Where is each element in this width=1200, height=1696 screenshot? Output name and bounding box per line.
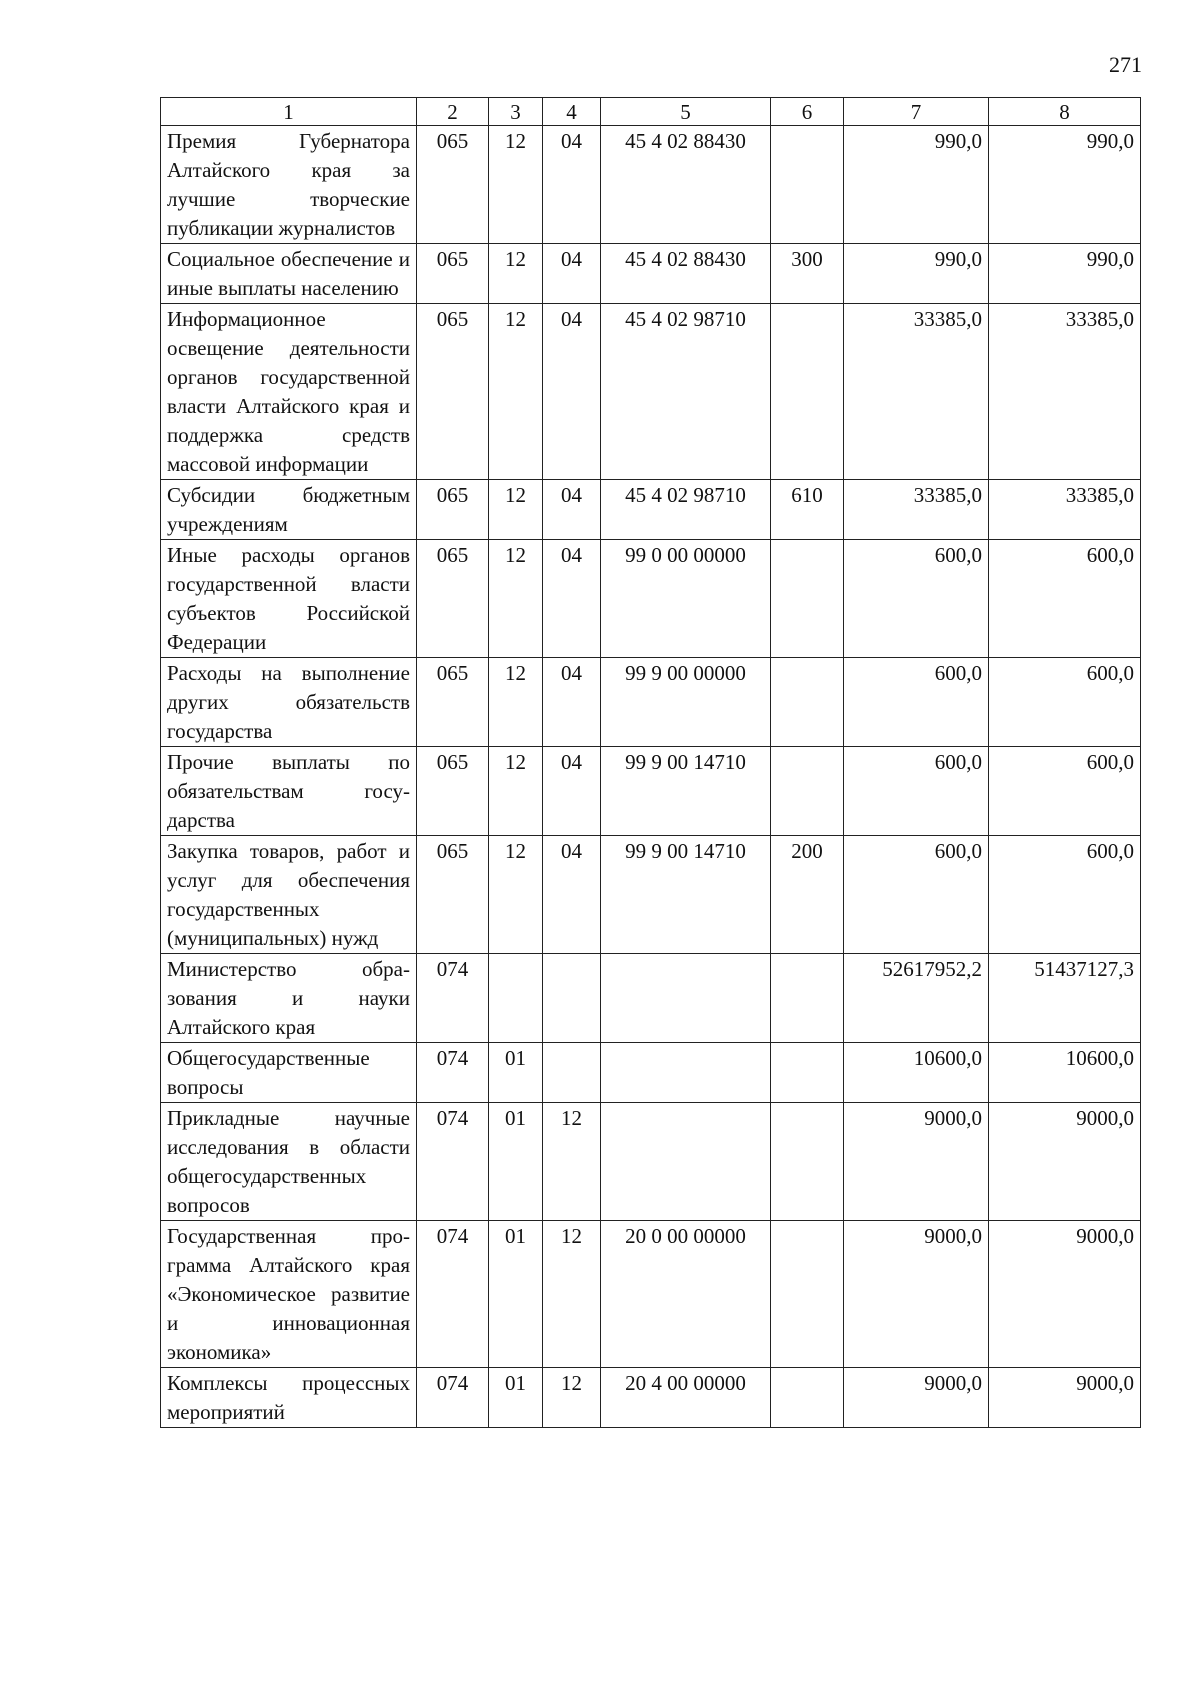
item-name-cell: Социальное обеспечение и иные выплаты населению bbox=[161, 244, 417, 304]
subsection-cell: 12 bbox=[543, 1221, 601, 1368]
amount-year1-cell: 9000,0 bbox=[844, 1368, 989, 1428]
amount-year1-cell: 33385,0 bbox=[844, 480, 989, 540]
item-name-cell: Комплексы процессных мероприятий bbox=[161, 1368, 417, 1428]
section-cell: 01 bbox=[489, 1221, 543, 1368]
section-cell bbox=[489, 954, 543, 1043]
admin-code-cell: 065 bbox=[417, 658, 489, 747]
table-row bbox=[161, 954, 1141, 1043]
table-row bbox=[161, 244, 1141, 304]
section-cell: 12 bbox=[489, 540, 543, 658]
section-cell: 12 bbox=[489, 658, 543, 747]
header-cell: 7 bbox=[844, 98, 989, 126]
section-cell: 01 bbox=[489, 1043, 543, 1103]
amount-year2-cell: 600,0 bbox=[989, 836, 1141, 954]
amount-year2-cell: 33385,0 bbox=[989, 304, 1141, 480]
target-article-cell: 45 4 02 98710 bbox=[601, 480, 771, 540]
amount-year2-cell: 9000,0 bbox=[989, 1368, 1141, 1428]
header-cell: 6 bbox=[771, 98, 844, 126]
expense-type-cell bbox=[771, 304, 844, 480]
item-name-cell: Прикладные научные исследования в области общегосударственных вопросов bbox=[161, 1103, 417, 1221]
budget-table bbox=[160, 97, 1141, 1428]
expense-type-cell: 610 bbox=[771, 480, 844, 540]
admin-code-cell: 065 bbox=[417, 540, 489, 658]
table-row bbox=[161, 747, 1141, 836]
section-cell: 12 bbox=[489, 126, 543, 244]
table-row bbox=[161, 540, 1141, 658]
header-cell: 3 bbox=[489, 98, 543, 126]
amount-year2-cell: 600,0 bbox=[989, 540, 1141, 658]
target-article-cell: 99 9 00 00000 bbox=[601, 658, 771, 747]
section-cell: 12 bbox=[489, 747, 543, 836]
header-cell: 5 bbox=[601, 98, 771, 126]
expense-type-cell bbox=[771, 540, 844, 658]
amount-year1-cell: 33385,0 bbox=[844, 304, 989, 480]
expense-type-cell bbox=[771, 1221, 844, 1368]
amount-year2-cell: 9000,0 bbox=[989, 1221, 1141, 1368]
target-article-cell: 99 9 00 14710 bbox=[601, 836, 771, 954]
item-name-cell: Субсидии бюджетным учреждениям bbox=[161, 480, 417, 540]
header-cell: 2 bbox=[417, 98, 489, 126]
section-cell: 01 bbox=[489, 1103, 543, 1221]
target-article-cell: 20 0 00 00000 bbox=[601, 1221, 771, 1368]
amount-year1-cell: 600,0 bbox=[844, 658, 989, 747]
expense-type-cell: 200 bbox=[771, 836, 844, 954]
subsection-cell: 04 bbox=[543, 244, 601, 304]
amount-year1-cell: 10600,0 bbox=[844, 1043, 989, 1103]
subsection-cell: 04 bbox=[543, 540, 601, 658]
table-body bbox=[161, 126, 1141, 1428]
expense-type-cell bbox=[771, 658, 844, 747]
table-row bbox=[161, 1221, 1141, 1368]
section-cell: 01 bbox=[489, 1368, 543, 1428]
target-article-cell bbox=[601, 1043, 771, 1103]
admin-code-cell: 065 bbox=[417, 126, 489, 244]
admin-code-cell: 074 bbox=[417, 954, 489, 1043]
item-name-cell: Информационное освещение деятельности органов государственной власти Алтайского края и поддержка средств массовой информации bbox=[161, 304, 417, 480]
admin-code-cell: 074 bbox=[417, 1368, 489, 1428]
item-name-cell: Министерство образования и науки Алтайского края bbox=[161, 954, 417, 1043]
expense-type-cell bbox=[771, 126, 844, 244]
target-article-cell: 99 9 00 14710 bbox=[601, 747, 771, 836]
amount-year1-cell: 600,0 bbox=[844, 747, 989, 836]
item-name-cell: Иные расходы органов государственной власти субъектов Российской Федерации bbox=[161, 540, 417, 658]
target-article-cell: 45 4 02 88430 bbox=[601, 126, 771, 244]
target-article-cell: 20 4 00 00000 bbox=[601, 1368, 771, 1428]
subsection-cell: 12 bbox=[543, 1103, 601, 1221]
subsection-cell bbox=[543, 1043, 601, 1103]
admin-code-cell: 065 bbox=[417, 244, 489, 304]
section-cell: 12 bbox=[489, 480, 543, 540]
table-row bbox=[161, 1368, 1141, 1428]
subsection-cell: 04 bbox=[543, 480, 601, 540]
subsection-cell: 04 bbox=[543, 747, 601, 836]
item-name-cell: Премия Губернатора Алтайского края за лучшие творческие публикации журналистов bbox=[161, 126, 417, 244]
item-name-cell: Закупка товаров, работ и услуг для обеспечения государственных (муниципальных) нужд bbox=[161, 836, 417, 954]
expense-type-cell bbox=[771, 1368, 844, 1428]
amount-year1-cell: 990,0 bbox=[844, 126, 989, 244]
table-row bbox=[161, 304, 1141, 480]
amount-year2-cell: 990,0 bbox=[989, 244, 1141, 304]
amount-year2-cell: 10600,0 bbox=[989, 1043, 1141, 1103]
expense-type-cell bbox=[771, 1103, 844, 1221]
target-article-cell: 45 4 02 98710 bbox=[601, 304, 771, 480]
admin-code-cell: 065 bbox=[417, 747, 489, 836]
item-name-cell: Государственная программа Алтайского края «Экономическое развитие и инновационная экономика» bbox=[161, 1221, 417, 1368]
item-name-cell: Прочие выплаты по обязательствам государства bbox=[161, 747, 417, 836]
amount-year1-cell: 600,0 bbox=[844, 836, 989, 954]
subsection-cell: 04 bbox=[543, 304, 601, 480]
expense-type-cell bbox=[771, 1043, 844, 1103]
section-cell: 12 bbox=[489, 836, 543, 954]
amount-year1-cell: 52617952,2 bbox=[844, 954, 989, 1043]
target-article-cell: 99 0 00 00000 bbox=[601, 540, 771, 658]
subsection-cell: 04 bbox=[543, 836, 601, 954]
header-cell: 4 bbox=[543, 98, 601, 126]
amount-year2-cell: 600,0 bbox=[989, 658, 1141, 747]
section-cell: 12 bbox=[489, 304, 543, 480]
subsection-cell bbox=[543, 954, 601, 1043]
header-cell: 1 bbox=[161, 98, 417, 126]
amount-year2-cell: 990,0 bbox=[989, 126, 1141, 244]
amount-year1-cell: 990,0 bbox=[844, 244, 989, 304]
admin-code-cell: 065 bbox=[417, 480, 489, 540]
header-cell: 8 bbox=[989, 98, 1141, 126]
item-name-cell: Общегосударственные вопросы bbox=[161, 1043, 417, 1103]
subsection-cell: 04 bbox=[543, 658, 601, 747]
target-article-cell: 45 4 02 88430 bbox=[601, 244, 771, 304]
amount-year2-cell: 9000,0 bbox=[989, 1103, 1141, 1221]
table-row bbox=[161, 836, 1141, 954]
section-cell: 12 bbox=[489, 244, 543, 304]
amount-year1-cell: 600,0 bbox=[844, 540, 989, 658]
target-article-cell bbox=[601, 1103, 771, 1221]
subsection-cell: 12 bbox=[543, 1368, 601, 1428]
admin-code-cell: 074 bbox=[417, 1221, 489, 1368]
table-row bbox=[161, 1103, 1141, 1221]
expense-type-cell bbox=[771, 954, 844, 1043]
expense-type-cell: 300 bbox=[771, 244, 844, 304]
header-row bbox=[161, 98, 1141, 126]
target-article-cell bbox=[601, 954, 771, 1043]
admin-code-cell: 065 bbox=[417, 304, 489, 480]
table-row bbox=[161, 480, 1141, 540]
admin-code-cell: 074 bbox=[417, 1103, 489, 1221]
amount-year2-cell: 33385,0 bbox=[989, 480, 1141, 540]
expense-type-cell bbox=[771, 747, 844, 836]
amount-year1-cell: 9000,0 bbox=[844, 1221, 989, 1368]
table-row bbox=[161, 658, 1141, 747]
item-name-cell: Расходы на выполнение других обязательств государства bbox=[161, 658, 417, 747]
subsection-cell: 04 bbox=[543, 126, 601, 244]
table-row bbox=[161, 126, 1141, 244]
amount-year2-cell: 600,0 bbox=[989, 747, 1141, 836]
page-number: 271 bbox=[1109, 52, 1142, 77]
table-row bbox=[161, 1043, 1141, 1103]
admin-code-cell: 074 bbox=[417, 1043, 489, 1103]
amount-year2-cell: 51437127,3 bbox=[989, 954, 1141, 1043]
amount-year1-cell: 9000,0 bbox=[844, 1103, 989, 1221]
admin-code-cell: 065 bbox=[417, 836, 489, 954]
